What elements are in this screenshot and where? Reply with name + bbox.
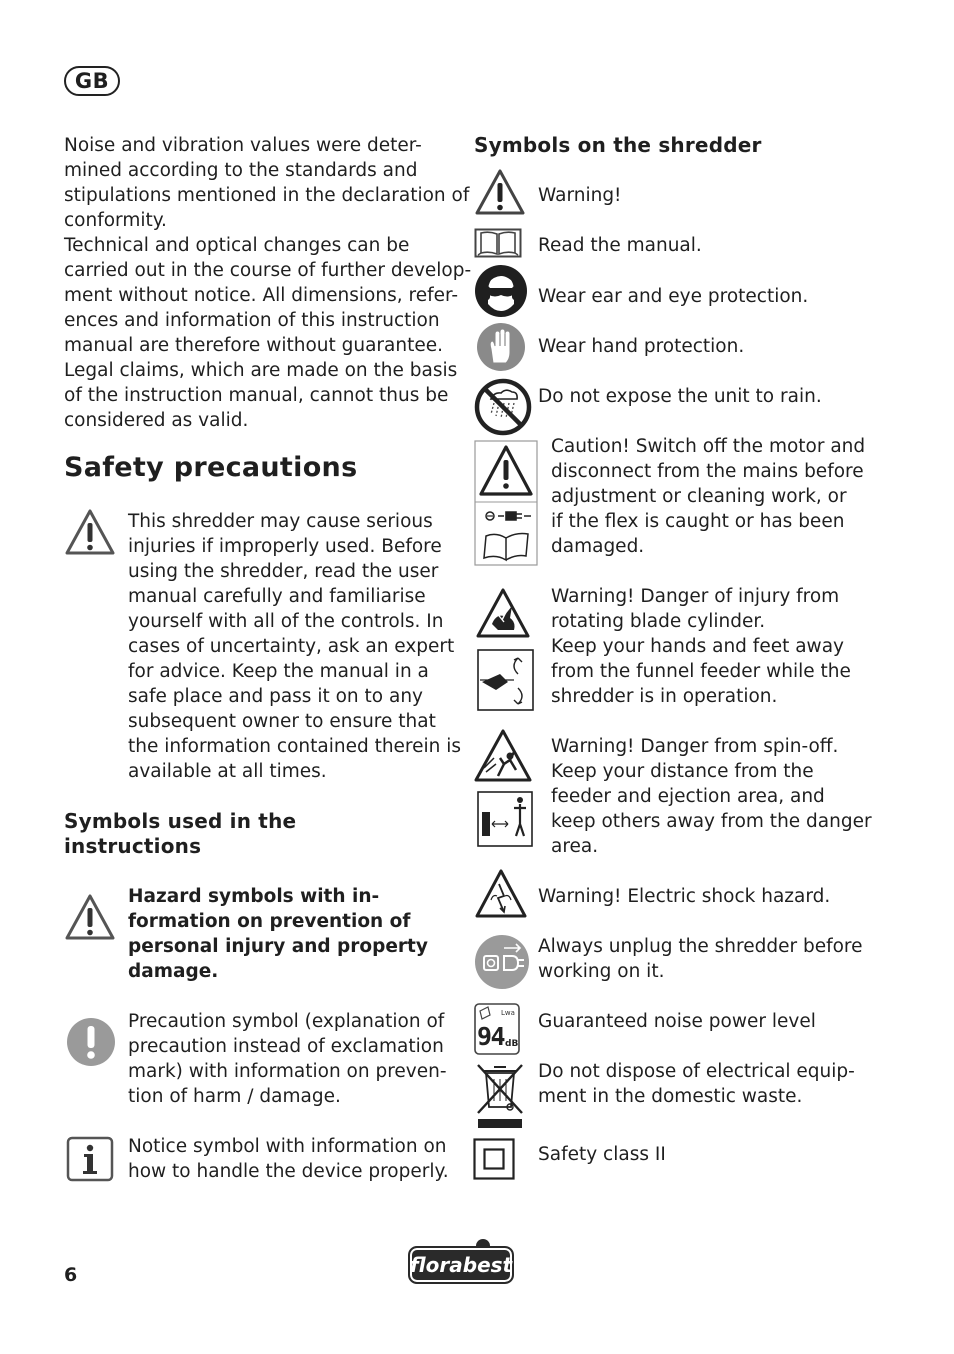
brand-logo [408, 1246, 514, 1284]
precaution-line: mark) with information on preven- [128, 1061, 447, 1082]
noise-lwa-label: Lwa [501, 1009, 515, 1017]
hazard-line: personal injury and property [128, 936, 428, 957]
warning-triangle-icon [64, 507, 116, 557]
safety-class-ii-icon [473, 1138, 515, 1180]
symbol-blade-text [551, 584, 871, 709]
safety-line: cases of uncertainty, ask an expert [128, 636, 455, 657]
precaution-exclamation-icon [66, 1017, 116, 1067]
hazard-symbol-text [128, 884, 458, 984]
blade-line: Warning! Danger of injury from [551, 586, 840, 607]
intro-line: ences and information of this instruction [64, 310, 440, 331]
intro-line: mined according to the standards and [64, 160, 418, 181]
precaution-symbol-text [128, 1009, 458, 1109]
hazard-triangle-icon [64, 892, 116, 942]
intro-line: carried out in the course of further develop- [64, 260, 472, 281]
notice-line: how to handle the device properly. [128, 1161, 449, 1182]
spinoff-line: feeder and ejection area, and [551, 786, 825, 807]
noise-value: 94 [477, 1022, 505, 1051]
symbol-dispose-text [538, 1059, 868, 1109]
symbol-read-manual-label: Read the manual. [538, 235, 702, 256]
spinoff-line: area. [551, 836, 599, 857]
noise-level-icon [474, 1003, 520, 1055]
precaution-line: precaution instead of exclamation [128, 1036, 444, 1057]
symbol-hand-protection-label: Wear hand protection. [538, 336, 745, 357]
language-badge: GB [64, 66, 120, 96]
heading-line: Symbols used in the [64, 809, 297, 833]
symbol-warning-label: Warning! [538, 185, 622, 206]
unplug-icon [474, 934, 530, 990]
blade-line: from the funnel feeder while the [551, 661, 851, 682]
intro-line: ment without notice. All dimensions, refer- [64, 285, 459, 306]
blade-line: rotating blade cylinder. [551, 611, 766, 632]
hazard-line: formation on prevention of [128, 911, 411, 932]
electric-shock-icon [474, 868, 528, 920]
hand-protection-icon [476, 322, 526, 372]
intro-line: of the instruction manual, cannot thus be [64, 385, 449, 406]
brand-logo-text: florabest [409, 1253, 513, 1277]
precaution-line: tion of harm / damage. [128, 1086, 341, 1107]
intro-line: Legal claims, which are made on the basis [64, 360, 458, 381]
symbol-noise-label: Guaranteed noise power level [538, 1011, 816, 1032]
open-book-icon [474, 228, 522, 258]
caution-line: disconnect from the mains before [551, 461, 864, 482]
unplug-line: Always unplug the shredder before [538, 936, 863, 957]
safety-warning-text [128, 509, 462, 784]
notice-symbol-text [128, 1134, 458, 1184]
safety-line: for advice. Keep the manual in a [128, 661, 429, 682]
intro-paragraph [64, 133, 472, 433]
symbols-instructions-heading [64, 809, 296, 859]
safety-line: the information contained therein is [128, 736, 462, 757]
safety-line: manual carefully and familiarise [128, 586, 426, 607]
safety-line: using the shredder, read the user [128, 561, 439, 582]
logo-leaf-icon [476, 1239, 490, 1248]
spinoff-line: Keep your distance from the [551, 761, 814, 782]
precaution-line: Precaution symbol (explanation of [128, 1011, 445, 1032]
notice-line: Notice symbol with information on [128, 1136, 447, 1157]
caution-line: if the flex is caught or has been [551, 511, 845, 532]
intro-line: Noise and vibration values were deter- [64, 135, 422, 156]
symbol-spinoff-text [551, 734, 871, 859]
dispose-line: Do not dispose of electrical equip- [538, 1061, 855, 1082]
safety-line: available at all times. [128, 761, 327, 782]
symbol-ear-eye-label: Wear ear and eye protection. [538, 286, 809, 307]
safety-line: This shredder may cause serious [128, 511, 433, 532]
noise-unit: dB [505, 1039, 519, 1049]
caution-disconnect-icon [474, 440, 538, 566]
spinoff-line: keep others away from the danger [551, 811, 872, 832]
symbol-electric-label: Warning! Electric shock hazard. [538, 886, 831, 907]
ear-eye-protection-icon [474, 264, 528, 318]
spinoff-line: Warning! Danger from spin-off. [551, 736, 839, 757]
warning-triangle-icon [474, 168, 526, 216]
symbol-safety-class-label: Safety class II [538, 1144, 666, 1165]
heading-line: instructions [64, 834, 202, 858]
spin-off-warning-icon [474, 728, 536, 850]
blade-cylinder-warning-icon [474, 586, 536, 714]
symbols-shredder-heading: Symbols on the shredder [474, 133, 762, 157]
hazard-line: damage. [128, 961, 219, 982]
intro-line: considered as valid. [64, 410, 249, 431]
intro-line: Technical and optical changes can be [64, 235, 410, 256]
blade-line: shredder is in operation. [551, 686, 778, 707]
safety-line: injuries if improperly used. Before [128, 536, 442, 557]
safety-line: safe place and pass it on to any [128, 686, 423, 707]
intro-line: stipulations mentioned in the declaration of [64, 185, 470, 206]
notice-info-icon [66, 1136, 114, 1182]
symbol-unplug-text [538, 934, 868, 984]
symbol-caution-text [551, 434, 871, 559]
page-number: 6 [64, 1264, 78, 1286]
safety-line: subsequent owner to ensure that [128, 711, 436, 732]
dispose-line: ment in the domestic waste. [538, 1086, 803, 1107]
intro-line: manual are therefore without guarantee. [64, 335, 443, 356]
symbol-rain-label: Do not expose the unit to rain. [538, 386, 822, 407]
unplug-line: working on it. [538, 961, 665, 982]
crossed-bin-icon [474, 1061, 526, 1129]
hazard-line: Hazard symbols with in- [128, 886, 380, 907]
caution-line: adjustment or cleaning work, or [551, 486, 847, 507]
blade-line: Keep your hands and feet away [551, 636, 844, 657]
caution-line: Caution! Switch off the motor and [551, 436, 866, 457]
intro-line: conformity. [64, 210, 167, 231]
safety-precautions-heading: Safety precautions [64, 452, 358, 483]
caution-line: damaged. [551, 536, 645, 557]
safety-line: yourself with all of the controls. In [128, 611, 444, 632]
no-rain-icon [474, 378, 532, 436]
